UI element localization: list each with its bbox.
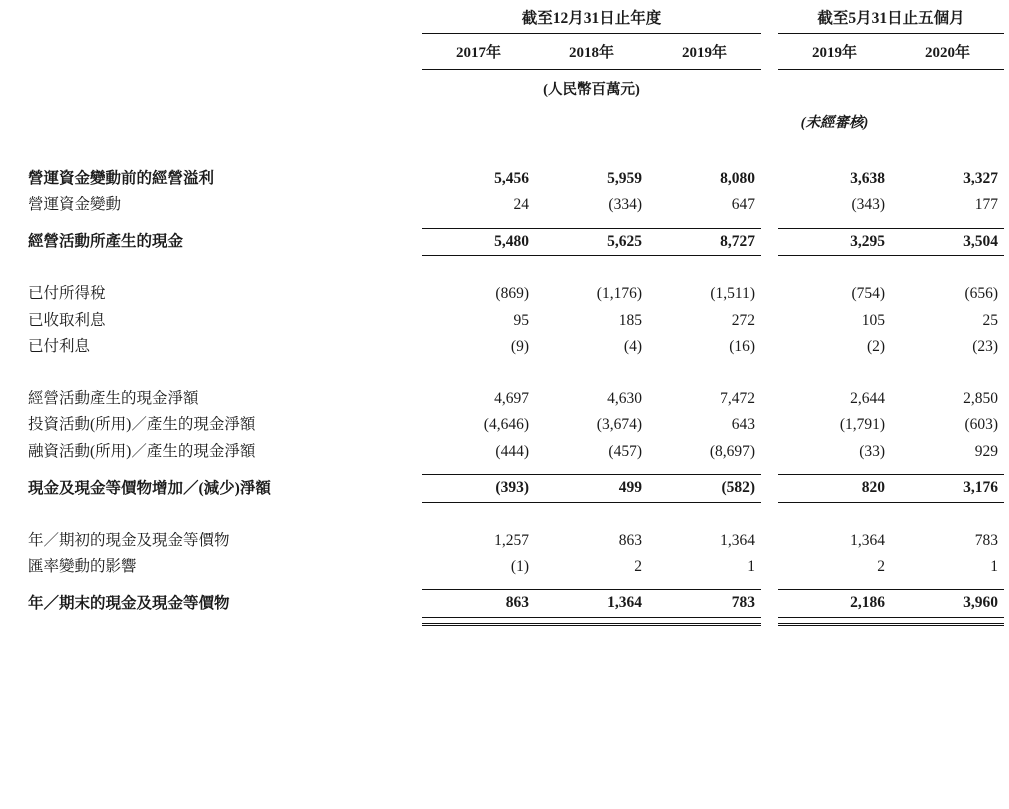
table-row bbox=[22, 229, 1004, 256]
row-value: 4,697 bbox=[494, 389, 529, 407]
row-value: 7,472 bbox=[720, 389, 756, 407]
unaudited-note: (未經審核) bbox=[800, 115, 869, 131]
spacer-cell bbox=[22, 503, 1004, 519]
table-row bbox=[22, 386, 1004, 412]
row-value: 3,176 bbox=[963, 479, 999, 497]
row-value: 5,480 bbox=[494, 232, 529, 250]
header-year-spacer bbox=[22, 34, 422, 69]
row-value: 3,504 bbox=[963, 232, 999, 250]
row-value: 3,295 bbox=[850, 232, 886, 250]
row-label: 經營活動所產生的現金 bbox=[28, 233, 184, 251]
rule-cell bbox=[891, 617, 1004, 624]
row-label: 已付所得稅 bbox=[28, 285, 106, 303]
row-label: 營運資金變動前的經營溢利 bbox=[28, 170, 215, 187]
row-value: 1,364 bbox=[850, 531, 886, 549]
row-gap bbox=[761, 166, 778, 192]
row-label: 營運資金變動 bbox=[28, 196, 122, 214]
row-value: 3,638 bbox=[850, 170, 886, 187]
row-value: 1 bbox=[747, 557, 756, 575]
currency-note-blank bbox=[778, 70, 1004, 102]
row-value: 2 bbox=[877, 557, 886, 575]
spacer-after-header-2 bbox=[22, 150, 1004, 166]
row-value: (582) bbox=[721, 479, 756, 497]
row-gap bbox=[761, 528, 778, 554]
spacer-row bbox=[22, 580, 1004, 590]
header-group-interim: 截至5月31日止五個月 bbox=[817, 10, 965, 27]
unaudited-blank bbox=[422, 101, 761, 134]
spacer-cell bbox=[22, 150, 1004, 166]
row-value: 105 bbox=[861, 311, 886, 329]
row-value: (23) bbox=[972, 338, 999, 356]
spacer-row bbox=[22, 361, 1004, 377]
row-gap bbox=[761, 308, 778, 334]
header-year-2018: 2018年 bbox=[568, 45, 614, 61]
row-value: (1,511) bbox=[710, 285, 756, 303]
row-value: 5,456 bbox=[494, 170, 529, 187]
header-group-row bbox=[22, 6, 1004, 32]
row-value: 3,327 bbox=[963, 170, 999, 187]
row-value: (334) bbox=[608, 196, 642, 214]
row-value: 24 bbox=[513, 196, 529, 214]
row-label: 經營活動產生的現金淨額 bbox=[28, 389, 199, 407]
row-value: 863 bbox=[618, 531, 642, 549]
rule-cell bbox=[422, 617, 535, 624]
spacer-cell bbox=[22, 256, 1004, 272]
table-row bbox=[22, 590, 1004, 617]
header-year-2017: 2017年 bbox=[455, 45, 501, 61]
row-label: 已付利息 bbox=[28, 338, 91, 356]
row-gap bbox=[761, 475, 778, 502]
rule-cell bbox=[778, 617, 891, 624]
header-year-gap bbox=[761, 34, 778, 69]
row-value: 2,644 bbox=[850, 389, 886, 407]
unaudited-spacer bbox=[22, 101, 422, 134]
final-double-rule-row bbox=[22, 617, 1004, 624]
row-gap bbox=[761, 281, 778, 307]
unaudited-note-row bbox=[22, 101, 1004, 134]
row-value: (1) bbox=[510, 557, 529, 575]
spacer-row bbox=[22, 377, 1004, 386]
spacer-row bbox=[22, 256, 1004, 272]
row-value: 783 bbox=[731, 594, 756, 612]
spacer-cell bbox=[22, 465, 1004, 475]
header-year-2019: 2019年 bbox=[682, 45, 728, 61]
spacer-row bbox=[22, 465, 1004, 475]
row-value: 177 bbox=[974, 196, 999, 214]
header-spacer bbox=[22, 6, 422, 32]
currency-note-gap bbox=[761, 70, 778, 102]
row-gap bbox=[761, 386, 778, 412]
unaudited-blank2 bbox=[891, 101, 1004, 134]
header-year-2019-interim: 2019年 bbox=[812, 45, 858, 61]
row-value: 25 bbox=[982, 311, 999, 329]
row-label: 匯率變動的影響 bbox=[28, 557, 137, 575]
row-value: 2,850 bbox=[963, 389, 999, 407]
row-value: 499 bbox=[618, 479, 642, 497]
row-label: 已收取利息 bbox=[28, 311, 106, 329]
row-value: 863 bbox=[505, 594, 529, 612]
row-value: (3,674) bbox=[596, 416, 642, 434]
table-row bbox=[22, 281, 1004, 307]
spacer-cell bbox=[22, 134, 1004, 150]
row-value: 4,630 bbox=[607, 389, 642, 407]
row-value: 8,080 bbox=[720, 170, 756, 187]
currency-note-row bbox=[22, 70, 1004, 102]
row-label: 投資活動(所用)／產生的現金淨額 bbox=[28, 416, 256, 434]
row-value: (8,697) bbox=[709, 442, 756, 460]
row-gap bbox=[761, 229, 778, 256]
spacer-cell bbox=[22, 519, 1004, 528]
header-year-2020-interim: 2020年 bbox=[925, 45, 971, 61]
currency-note: (人民幣百萬元) bbox=[543, 82, 640, 98]
table-row bbox=[22, 528, 1004, 554]
table-row bbox=[22, 308, 1004, 334]
row-gap bbox=[761, 439, 778, 465]
row-gap bbox=[761, 412, 778, 438]
row-value: 1 bbox=[990, 557, 999, 575]
table-row bbox=[22, 439, 1004, 465]
row-value: 1,364 bbox=[607, 594, 642, 612]
header-year-row bbox=[22, 34, 1004, 69]
rule-gap bbox=[761, 617, 778, 624]
row-value: (603) bbox=[964, 416, 999, 434]
cash-flow-statement-page bbox=[0, 6, 1009, 809]
table-row bbox=[22, 554, 1004, 580]
row-value: (9) bbox=[510, 338, 529, 356]
row-value: (457) bbox=[608, 442, 642, 460]
table-row bbox=[22, 166, 1004, 192]
table-row bbox=[22, 475, 1004, 502]
row-label: 融資活動(所用)／產生的現金淨額 bbox=[28, 442, 256, 460]
rule-cell bbox=[535, 617, 648, 624]
row-value: (656) bbox=[964, 285, 999, 303]
row-value: 5,959 bbox=[607, 170, 642, 187]
row-gap bbox=[761, 192, 778, 218]
row-label: 年／期末的現金及現金等價物 bbox=[28, 594, 230, 612]
row-value: 8,727 bbox=[720, 232, 756, 250]
spacer-row bbox=[22, 519, 1004, 528]
row-label: 年／期初的現金及現金等價物 bbox=[28, 531, 230, 549]
spacer-row bbox=[22, 272, 1004, 281]
spacer-row bbox=[22, 219, 1004, 229]
row-value: (1,176) bbox=[596, 285, 642, 303]
row-value: (33) bbox=[859, 442, 886, 460]
row-value: (1,791) bbox=[839, 416, 886, 434]
row-gap bbox=[761, 590, 778, 617]
row-value: 5,625 bbox=[607, 232, 642, 250]
row-value: 643 bbox=[731, 416, 756, 434]
spacer-cell bbox=[22, 272, 1004, 281]
row-value: 3,960 bbox=[963, 594, 999, 612]
row-value: 647 bbox=[731, 196, 756, 214]
row-value: (343) bbox=[851, 196, 886, 214]
spacer-cell bbox=[22, 361, 1004, 377]
row-value: (2) bbox=[866, 338, 886, 356]
row-gap bbox=[761, 334, 778, 360]
row-value: 272 bbox=[731, 311, 756, 329]
currency-note-spacer bbox=[22, 70, 422, 102]
spacer-cell bbox=[22, 580, 1004, 590]
row-value: (16) bbox=[729, 338, 756, 356]
header-group-annual: 截至12月31日止年度 bbox=[521, 10, 662, 27]
table-row bbox=[22, 192, 1004, 218]
row-value: 783 bbox=[974, 531, 999, 549]
row-value: 929 bbox=[974, 442, 999, 460]
row-value: (444) bbox=[495, 442, 529, 460]
spacer-cell bbox=[22, 377, 1004, 386]
row-value: 95 bbox=[513, 311, 529, 329]
row-value: (4,646) bbox=[483, 416, 529, 434]
row-value: (393) bbox=[495, 479, 529, 497]
cash-flow-table bbox=[22, 6, 1004, 626]
spacer-cell bbox=[22, 219, 1004, 229]
rule-spacer bbox=[22, 617, 422, 624]
row-value: 2,186 bbox=[850, 594, 886, 612]
table-row bbox=[22, 412, 1004, 438]
row-label: 現金及現金等價物增加／(減少)淨額 bbox=[28, 479, 271, 497]
row-gap bbox=[761, 554, 778, 580]
row-value: 1,364 bbox=[720, 531, 756, 549]
spacer-row bbox=[22, 503, 1004, 519]
header-gap bbox=[761, 6, 778, 32]
row-value: 820 bbox=[861, 479, 886, 497]
row-value: 2 bbox=[634, 557, 642, 575]
row-value: (4) bbox=[623, 338, 642, 356]
unaudited-gap bbox=[761, 101, 778, 134]
row-value: (754) bbox=[851, 285, 886, 303]
row-value: 1,257 bbox=[494, 531, 529, 549]
row-value: 185 bbox=[618, 311, 642, 329]
spacer-after-header bbox=[22, 134, 1004, 150]
table-row bbox=[22, 334, 1004, 360]
rule-cell bbox=[648, 617, 761, 624]
row-value: (869) bbox=[495, 285, 529, 303]
